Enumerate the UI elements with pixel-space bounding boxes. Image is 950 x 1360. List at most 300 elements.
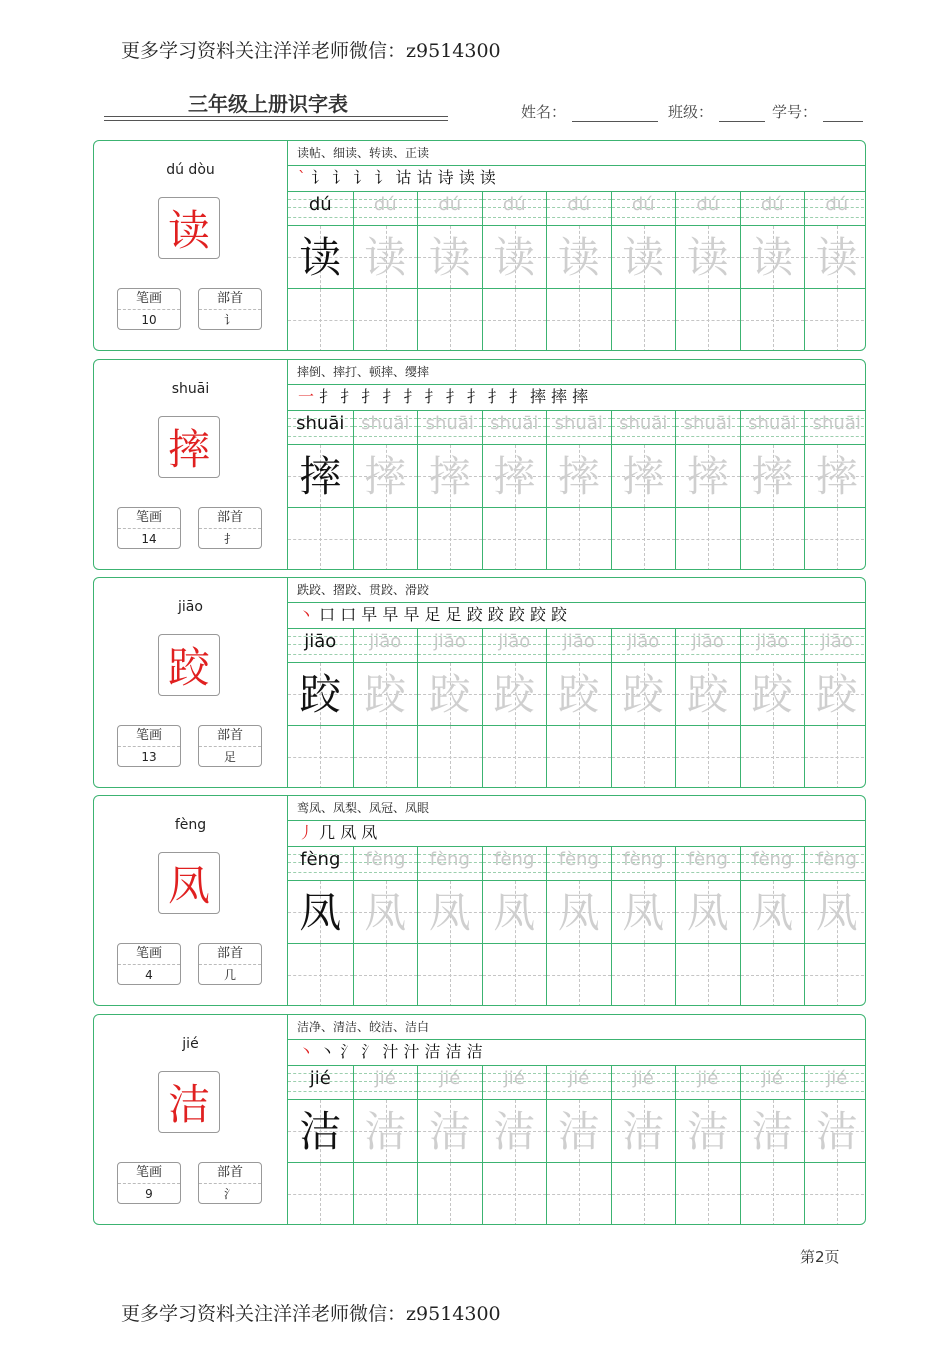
- trace-cell[interactable]: [675, 445, 740, 508]
- practice-cell[interactable]: [740, 1163, 805, 1225]
- character-card: [93, 577, 866, 788]
- char-trace: 读: [557, 233, 600, 282]
- pinyin-trace: dú: [631, 194, 655, 215]
- pinyin-cell: [288, 628, 353, 663]
- practice-cell[interactable]: [482, 289, 547, 351]
- pinyin-trace: shuāi: [619, 413, 668, 434]
- char-trace: 读: [751, 233, 794, 282]
- practice-cell[interactable]: [675, 726, 740, 788]
- example-words: 摔倒、摔打、顿摔、缨摔: [288, 360, 865, 385]
- pinyin-cell: [804, 628, 866, 663]
- trace-cell[interactable]: [804, 663, 866, 726]
- pinyin-trace: shuāi: [683, 413, 732, 434]
- char-trace: 凤: [686, 888, 729, 937]
- writing-grid: [288, 1065, 865, 1224]
- practice-cell[interactable]: [546, 726, 611, 788]
- char-trace: 洁: [686, 1107, 729, 1156]
- trace-cell[interactable]: [611, 226, 676, 289]
- pinyin-trace: jié: [309, 1068, 331, 1089]
- pinyin-trace: fèng: [494, 849, 535, 870]
- char-trace: 凤: [751, 888, 794, 937]
- promo-text-top: 更多学习资料关注洋洋老师微信：z9514300: [121, 40, 501, 62]
- stroke-order-first: 一: [298, 387, 315, 406]
- pinyin-cell: [675, 628, 740, 663]
- char-trace: 凤: [299, 888, 342, 937]
- pinyin-cell: [611, 628, 676, 663]
- pinyin-cell: [740, 191, 805, 226]
- stroke-count-box: [117, 1162, 181, 1204]
- stroke-order-first: 丶: [298, 1042, 315, 1061]
- radical-box: [198, 1162, 262, 1204]
- trace-cell[interactable]: [482, 663, 547, 726]
- pinyin-cell: [804, 410, 866, 445]
- char-trace: 读: [815, 233, 858, 282]
- stroke-count-label: 笔画: [118, 1163, 180, 1184]
- class-field: [668, 101, 765, 122]
- stroke-count-label: 笔画: [118, 508, 180, 529]
- pinyin-trace: jié: [697, 1068, 719, 1089]
- pinyin-cell: [675, 191, 740, 226]
- number-blank[interactable]: [823, 107, 863, 122]
- trace-cell[interactable]: [546, 1100, 611, 1163]
- pinyin-cell: [417, 410, 482, 445]
- radical-label: 部首: [199, 1163, 261, 1184]
- practice-cell[interactable]: [353, 289, 418, 351]
- character-card: [93, 795, 866, 1006]
- trace-cell[interactable]: [417, 881, 482, 944]
- radical-value: 讠: [223, 313, 236, 327]
- practice-cell[interactable]: [417, 289, 482, 351]
- practice-panel: [288, 796, 865, 1005]
- char-trace: 凤: [364, 888, 407, 937]
- trace-cell[interactable]: [740, 1100, 805, 1163]
- practice-cell[interactable]: [611, 944, 676, 1006]
- pinyin-cell: [611, 846, 676, 881]
- practice-cell[interactable]: [546, 289, 611, 351]
- practice-cell[interactable]: [417, 944, 482, 1006]
- trace-cell[interactable]: [482, 226, 547, 289]
- number-field: [772, 101, 863, 122]
- radical-value: 足: [223, 750, 236, 764]
- trace-cell[interactable]: [482, 445, 547, 508]
- pinyin-cell: [482, 191, 547, 226]
- pinyin-cell: [417, 846, 482, 881]
- trace-cell[interactable]: [740, 663, 805, 726]
- char-trace: 跤: [493, 670, 536, 719]
- char-trace: 读: [428, 233, 471, 282]
- pinyin-trace: dú: [825, 194, 849, 215]
- pinyin-cell: [417, 191, 482, 226]
- name-field: [521, 101, 658, 122]
- trace-cell[interactable]: [611, 445, 676, 508]
- practice-cell[interactable]: [288, 289, 353, 351]
- pinyin-cell: [611, 410, 676, 445]
- char-trace: 洁: [493, 1107, 536, 1156]
- practice-cell[interactable]: [353, 726, 418, 788]
- stroke-count-value: 13: [141, 750, 157, 764]
- pinyin-cell: [675, 1065, 740, 1100]
- char-trace: 洁: [557, 1107, 600, 1156]
- number-label: 学号：: [772, 103, 818, 121]
- pinyin-trace: dú: [696, 194, 720, 215]
- char-trace: 摔: [686, 452, 729, 501]
- pinyin-cell: [417, 628, 482, 663]
- practice-cell[interactable]: [353, 944, 418, 1006]
- practice-cell[interactable]: [804, 726, 866, 788]
- char-trace: 洁: [815, 1107, 858, 1156]
- stroke-order-rest: 丶 氵 氵 汁 汁 洁 洁 洁: [314, 1042, 483, 1061]
- char-trace: 跤: [428, 670, 471, 719]
- pinyin-trace: jié: [374, 1068, 396, 1089]
- char-trace: 读: [364, 233, 407, 282]
- practice-panel: [288, 360, 865, 569]
- pinyin-cell: [482, 410, 547, 445]
- practice-cell[interactable]: [482, 944, 547, 1006]
- pinyin-trace: fèng: [429, 849, 470, 870]
- char-trace: 洁: [751, 1107, 794, 1156]
- trace-cell[interactable]: [546, 663, 611, 726]
- practice-cell[interactable]: [288, 944, 353, 1006]
- trace-cell[interactable]: [546, 881, 611, 944]
- practice-cell[interactable]: [675, 1163, 740, 1225]
- trace-cell[interactable]: [353, 1100, 418, 1163]
- practice-cell[interactable]: [417, 1163, 482, 1225]
- pinyin-trace: shuāi: [296, 413, 345, 434]
- practice-panel: [288, 141, 865, 350]
- char-trace: 凤: [815, 888, 858, 937]
- stroke-order: [288, 1039, 865, 1066]
- pinyin-trace: fèng: [300, 849, 341, 870]
- char-trace: 洁: [364, 1107, 407, 1156]
- character-card: [93, 1014, 866, 1225]
- trace-cell[interactable]: [804, 226, 866, 289]
- char-trace: 洁: [622, 1107, 665, 1156]
- pinyin-cell: [675, 846, 740, 881]
- stroke-count-label: 笔画: [118, 289, 180, 310]
- pinyin-trace: dú: [308, 194, 332, 215]
- pinyin-trace: jié: [503, 1068, 525, 1089]
- pinyin-cell: [804, 1065, 866, 1100]
- pinyin-cell: [546, 410, 611, 445]
- practice-cell[interactable]: [804, 289, 866, 351]
- trace-cell[interactable]: [417, 1100, 482, 1163]
- trace-cell[interactable]: [611, 1100, 676, 1163]
- stroke-count-box: [117, 507, 181, 549]
- practice-cell[interactable]: [611, 289, 676, 351]
- pinyin-trace: fèng: [816, 849, 857, 870]
- practice-cell[interactable]: [611, 508, 676, 570]
- pinyin-trace: dú: [438, 194, 462, 215]
- pinyin-cell: [546, 191, 611, 226]
- pinyin-trace: dú: [373, 194, 397, 215]
- stroke-order-rest: 扌 扌 扌 扌 扌 扌 扌 扌 扌 扌 摔 摔 摔: [314, 387, 589, 406]
- name-blank[interactable]: [572, 107, 658, 122]
- trace-cell[interactable]: [288, 226, 353, 289]
- stroke-order-first: 丶: [298, 605, 315, 624]
- char-trace: 摔: [622, 452, 665, 501]
- practice-cell[interactable]: [482, 508, 547, 570]
- practice-cell[interactable]: [675, 289, 740, 351]
- practice-cell[interactable]: [740, 726, 805, 788]
- stroke-count-label: 笔画: [118, 944, 180, 965]
- char-trace: 凤: [493, 888, 536, 937]
- pinyin-trace: dú: [760, 194, 784, 215]
- pinyin-trace: jié: [826, 1068, 848, 1089]
- pinyin-cell: [353, 846, 418, 881]
- pinyin-trace: jiāo: [433, 631, 466, 652]
- pinyin-trace: jiāo: [691, 631, 724, 652]
- pinyin-trace: jiāo: [756, 631, 789, 652]
- trace-cell[interactable]: [417, 445, 482, 508]
- pinyin-cell: [611, 1065, 676, 1100]
- pinyin-cell: [353, 191, 418, 226]
- stroke-order-first: `: [298, 168, 306, 187]
- pinyin-cell: [353, 628, 418, 663]
- char-trace: 读: [686, 233, 729, 282]
- writing-grid: [288, 410, 865, 569]
- practice-panel: [288, 578, 865, 787]
- trace-cell[interactable]: [804, 1100, 866, 1163]
- radical-label: 部首: [199, 508, 261, 529]
- stroke-count-value: 4: [145, 968, 153, 982]
- practice-cell[interactable]: [417, 508, 482, 570]
- stroke-count-box: [117, 943, 181, 985]
- example-words: 跌跤、摺跤、贯跤、滑跤: [288, 578, 865, 603]
- radical-label: 部首: [199, 726, 261, 747]
- char-trace: 读: [622, 233, 665, 282]
- practice-cell[interactable]: [288, 1163, 353, 1225]
- char-display: 凤: [158, 852, 220, 914]
- pinyin-trace: shuāi: [490, 413, 539, 434]
- practice-cell[interactable]: [417, 726, 482, 788]
- pinyin-cell: [288, 410, 353, 445]
- char-trace: 跤: [364, 670, 407, 719]
- char-trace: 摔: [428, 452, 471, 501]
- char-pinyin: fèng: [174, 817, 207, 833]
- practice-panel: [288, 1015, 865, 1224]
- stroke-order-first: 丿: [298, 823, 315, 842]
- practice-cell[interactable]: [804, 508, 866, 570]
- trace-cell[interactable]: [353, 226, 418, 289]
- pinyin-trace: jié: [632, 1068, 654, 1089]
- pinyin-trace: shuāi: [425, 413, 474, 434]
- practice-cell[interactable]: [611, 1163, 676, 1225]
- stroke-count-value: 10: [141, 313, 157, 327]
- char-trace: 跤: [299, 670, 342, 719]
- char-trace: 洁: [428, 1107, 471, 1156]
- radical-box: [198, 943, 262, 985]
- pinyin-cell: [546, 846, 611, 881]
- pinyin-trace: fèng: [623, 849, 664, 870]
- trace-cell[interactable]: [417, 663, 482, 726]
- example-words: 读帖、细读、转读、正读: [288, 141, 865, 166]
- trace-cell[interactable]: [288, 1100, 353, 1163]
- char-display: 摔: [158, 416, 220, 478]
- trace-cell[interactable]: [804, 445, 866, 508]
- trace-cell[interactable]: [740, 226, 805, 289]
- char-trace: 凤: [622, 888, 665, 937]
- pinyin-cell: [417, 1065, 482, 1100]
- writing-grid: [288, 846, 865, 1005]
- name-label: 姓名：: [521, 103, 567, 121]
- trace-cell[interactable]: [288, 881, 353, 944]
- pinyin-cell: [740, 410, 805, 445]
- practice-cell[interactable]: [804, 1163, 866, 1225]
- pinyin-trace: jiāo: [304, 631, 337, 652]
- stroke-order: [288, 165, 865, 192]
- pinyin-cell: [675, 410, 740, 445]
- pinyin-trace: jiāo: [627, 631, 660, 652]
- trace-cell[interactable]: [804, 881, 866, 944]
- radical-value: 几: [223, 968, 236, 982]
- trace-cell[interactable]: [353, 445, 418, 508]
- pinyin-trace: jié: [568, 1068, 590, 1089]
- pinyin-trace: fèng: [558, 849, 599, 870]
- char-display: 读: [158, 197, 220, 259]
- trace-cell[interactable]: [288, 663, 353, 726]
- practice-cell[interactable]: [353, 508, 418, 570]
- pinyin-cell: [546, 628, 611, 663]
- card-info-panel: [94, 360, 288, 569]
- practice-cell[interactable]: [675, 508, 740, 570]
- trace-cell[interactable]: [740, 445, 805, 508]
- char-trace: 跤: [815, 670, 858, 719]
- char-pinyin: jié: [182, 1036, 199, 1052]
- trace-cell[interactable]: [675, 881, 740, 944]
- radical-value: 氵: [223, 1187, 236, 1201]
- stroke-count-box: [117, 725, 181, 767]
- stroke-order-rest: 口 口 早 早 早 足 足 跤 跤 跤 跤 跤: [314, 605, 568, 624]
- practice-cell[interactable]: [482, 1163, 547, 1225]
- practice-cell[interactable]: [288, 726, 353, 788]
- char-trace: 摔: [493, 452, 536, 501]
- pinyin-cell: [288, 1065, 353, 1100]
- pinyin-trace: jiāo: [369, 631, 402, 652]
- pinyin-trace: jié: [439, 1068, 461, 1089]
- pinyin-trace: shuāi: [361, 413, 410, 434]
- radical-box: [198, 288, 262, 330]
- practice-cell[interactable]: [482, 726, 547, 788]
- char-pinyin: shuāi: [171, 381, 210, 397]
- pinyin-trace: fèng: [752, 849, 793, 870]
- pinyin-trace: jiāo: [562, 631, 595, 652]
- practice-cell[interactable]: [740, 289, 805, 351]
- trace-cell[interactable]: [546, 445, 611, 508]
- practice-cell[interactable]: [546, 508, 611, 570]
- pinyin-cell: [482, 846, 547, 881]
- practice-cell[interactable]: [353, 1163, 418, 1225]
- practice-cell[interactable]: [675, 944, 740, 1006]
- character-card: [93, 140, 866, 351]
- trace-cell[interactable]: [675, 663, 740, 726]
- trace-cell[interactable]: [288, 445, 353, 508]
- pinyin-trace: fèng: [687, 849, 728, 870]
- trace-cell[interactable]: [740, 881, 805, 944]
- trace-cell[interactable]: [611, 881, 676, 944]
- char-trace: 读: [299, 233, 342, 282]
- pinyin-cell: [482, 628, 547, 663]
- pinyin-cell: [353, 1065, 418, 1100]
- pinyin-cell: [353, 410, 418, 445]
- char-trace: 跤: [686, 670, 729, 719]
- pinyin-cell: [482, 1065, 547, 1100]
- trace-cell[interactable]: [482, 1100, 547, 1163]
- stroke-order: [288, 384, 865, 411]
- char-trace: 凤: [557, 888, 600, 937]
- pinyin-trace: fèng: [365, 849, 406, 870]
- stroke-count-value: 14: [141, 532, 157, 546]
- practice-cell[interactable]: [288, 508, 353, 570]
- promo-text-bottom: 更多学习资料关注洋洋老师微信：z9514300: [121, 1303, 501, 1325]
- writing-grid: [288, 628, 865, 787]
- pinyin-cell: [740, 846, 805, 881]
- char-pinyin: dú dòu: [166, 162, 215, 178]
- stroke-count-label: 笔画: [118, 726, 180, 747]
- char-trace: 洁: [299, 1107, 342, 1156]
- pinyin-cell: [804, 846, 866, 881]
- class-blank[interactable]: [719, 107, 765, 122]
- pinyin-trace: shuāi: [812, 413, 861, 434]
- trace-cell[interactable]: [675, 1100, 740, 1163]
- stroke-order-rest: 讠 讠 讠 讠 诂 诂 诗 读 读: [306, 168, 496, 187]
- radical-box: [198, 725, 262, 767]
- radical-label: 部首: [199, 289, 261, 310]
- trace-cell[interactable]: [675, 226, 740, 289]
- practice-cell[interactable]: [611, 726, 676, 788]
- pinyin-trace: shuāi: [748, 413, 797, 434]
- pinyin-trace: shuāi: [554, 413, 603, 434]
- practice-cell[interactable]: [740, 508, 805, 570]
- trace-cell[interactable]: [611, 663, 676, 726]
- stroke-order: [288, 820, 865, 847]
- char-trace: 读: [493, 233, 536, 282]
- trace-cell[interactable]: [417, 226, 482, 289]
- pinyin-cell: [288, 846, 353, 881]
- trace-cell[interactable]: [353, 663, 418, 726]
- card-info-panel: [94, 1015, 288, 1224]
- sheet-title: 三年级上册识字表: [188, 92, 348, 116]
- trace-cell[interactable]: [482, 881, 547, 944]
- stroke-order: [288, 602, 865, 629]
- character-card: [93, 359, 866, 570]
- char-pinyin: jiāo: [178, 599, 203, 615]
- pinyin-trace: dú: [567, 194, 591, 215]
- pinyin-cell: [611, 191, 676, 226]
- char-trace: 摔: [815, 452, 858, 501]
- practice-cell[interactable]: [546, 944, 611, 1006]
- practice-cell[interactable]: [546, 1163, 611, 1225]
- pinyin-trace: jiāo: [820, 631, 853, 652]
- radical-box: [198, 507, 262, 549]
- radical-label: 部首: [199, 944, 261, 965]
- practice-cell[interactable]: [804, 944, 866, 1006]
- trace-cell[interactable]: [353, 881, 418, 944]
- title-underline: [104, 116, 448, 121]
- trace-cell[interactable]: [546, 226, 611, 289]
- char-trace: 凤: [428, 888, 471, 937]
- practice-cell[interactable]: [740, 944, 805, 1006]
- char-trace: 摔: [299, 452, 342, 501]
- stroke-count-value: 9: [145, 1187, 153, 1201]
- char-display: 跤: [158, 634, 220, 696]
- char-trace: 摔: [364, 452, 407, 501]
- pinyin-trace: jiāo: [498, 631, 531, 652]
- card-info-panel: [94, 578, 288, 787]
- class-label: 班级：: [668, 103, 714, 121]
- stroke-order-rest: 几 凤 凤: [314, 823, 378, 842]
- char-trace: 摔: [751, 452, 794, 501]
- example-words: 鸾凤、凤梨、凤冠、凤眼: [288, 796, 865, 821]
